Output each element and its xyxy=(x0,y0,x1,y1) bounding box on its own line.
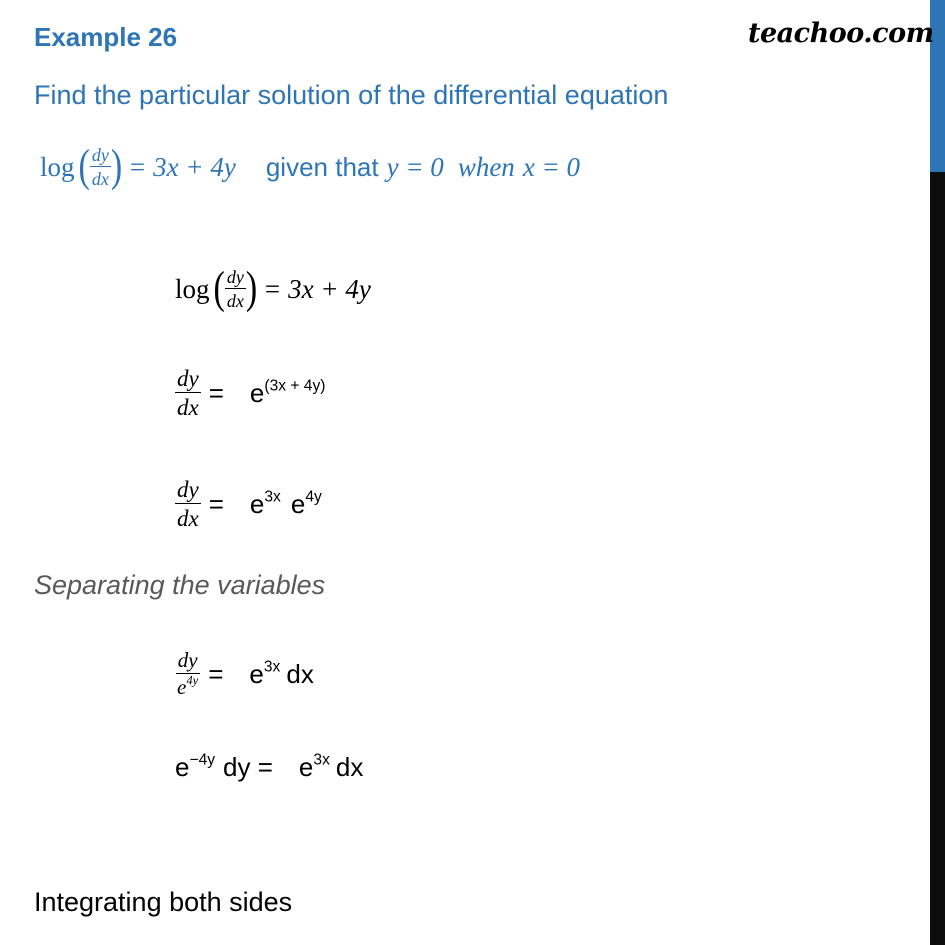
exponential-term-1: $e^{-4y}$ xyxy=(175,751,216,782)
dy-dx-fraction: $\frac{dy}{dx}$ xyxy=(226,267,244,311)
dy-equals: dy = xyxy=(223,752,273,782)
step-3 xyxy=(175,478,322,530)
equation-rhs: = 3x + 4y xyxy=(128,151,236,182)
given-text: given that xyxy=(265,151,379,182)
exponential-term-2: $e^{3x}$ xyxy=(298,751,330,782)
teachoo-logo: teachoo.com xyxy=(748,18,934,49)
exponential-term-1: $e^{3x}$ xyxy=(249,487,281,519)
dy-dx-fraction: $\frac{dy}{dx}$ xyxy=(177,366,199,420)
right-paren: ) xyxy=(245,263,258,314)
dy-dx-fraction: $\frac{dy}{dx}$ xyxy=(91,145,109,189)
exponential-term: $e^{(3x + 4y)}$ xyxy=(249,376,326,408)
step-1 xyxy=(175,263,371,314)
step-4 xyxy=(175,650,314,698)
log-operator: log xyxy=(175,273,210,304)
equals-sign: = xyxy=(208,488,224,519)
left-paren: ( xyxy=(78,141,90,192)
exponential-term-2: $e^{4y}$ xyxy=(290,487,322,519)
question-equation xyxy=(40,141,581,192)
equation-rhs: = 3x + 4y xyxy=(263,273,371,304)
integrating-text: Integrating both sides xyxy=(34,887,293,917)
condition-y: y = 0 xyxy=(386,151,444,182)
condition-x: x = 0 xyxy=(522,151,581,182)
dx-term: dx xyxy=(335,752,364,782)
dy-dx-fraction: $\frac{dy}{dx}$ xyxy=(177,477,199,531)
separating-note: Separating the variables xyxy=(34,570,326,600)
step-2 xyxy=(175,367,325,419)
equals-sign: = xyxy=(208,377,224,408)
equals-sign: = xyxy=(208,658,224,689)
exponential-term: $e^{3x}$ xyxy=(249,657,281,689)
left-paren: ( xyxy=(213,263,225,314)
log-operator: log xyxy=(40,151,75,182)
question-text: Find the particular solution of the differential equation xyxy=(34,80,669,110)
dy-over-exp-fraction: $\frac{dy}{e^{4y}}$ xyxy=(177,648,199,699)
example-title: Example 26 xyxy=(34,22,178,52)
dx-term: dx xyxy=(286,658,314,689)
step-5 xyxy=(175,752,363,783)
right-paren: ) xyxy=(110,141,123,192)
condition-when: when xyxy=(457,151,515,182)
